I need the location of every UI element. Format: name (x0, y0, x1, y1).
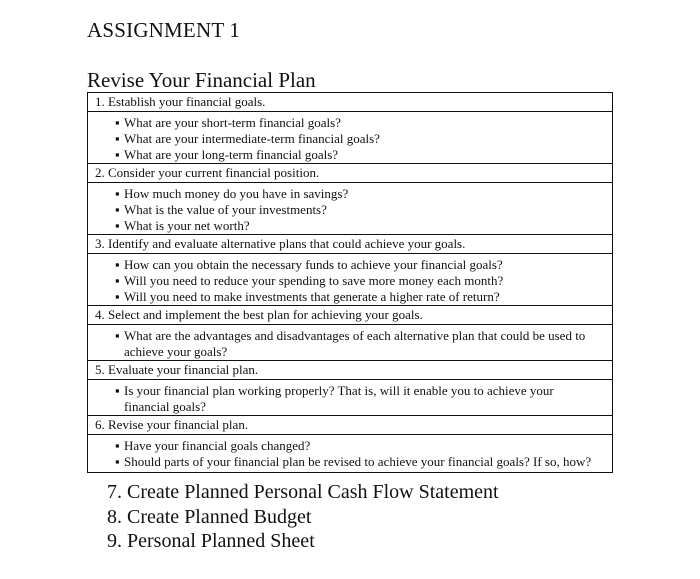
step-5-questions (88, 380, 612, 416)
task-item-8: 8. Create Planned Budget (107, 505, 312, 528)
bullet-icon: ▪ (115, 328, 120, 343)
question-item: ▪ What are your long-term financial goals? (115, 147, 339, 162)
step-row-1: 1. Establish your financial goals. (88, 93, 612, 112)
question-item: ▪ Will you need to reduce your spending to save more money each month? (115, 273, 504, 288)
bullet-icon: ▪ (115, 202, 120, 217)
assignment-title: ASSIGNMENT 1 (87, 18, 241, 42)
bullet-icon: ▪ (115, 438, 120, 453)
bullet-icon: ▪ (115, 257, 120, 272)
step-row-4: 4. Select and implement the best plan for achieving your goals. (88, 306, 612, 325)
bullet-icon: ▪ (115, 147, 120, 162)
step-row-6: 6. Revise your financial plan. (88, 416, 612, 435)
question-item: ▪ Have your financial goals changed? (115, 438, 311, 453)
step-3-questions (88, 254, 612, 306)
question-item: ▪ What is the value of your investments? (115, 202, 327, 217)
bullet-icon: ▪ (115, 131, 120, 146)
question-item: ▪ Will you need to make investments that generate a higher rate of return? (115, 289, 500, 304)
financial-plan-table (87, 92, 613, 473)
task-item-9: 9. Personal Planned Sheet (107, 530, 315, 552)
step-4-questions (88, 325, 612, 361)
bullet-icon: ▪ (115, 454, 120, 469)
task-list (107, 480, 499, 554)
step-1-questions (88, 112, 612, 164)
bullet-icon: ▪ (115, 383, 120, 398)
question-item: ▪ Is your financial plan working properly? That is, will it enable you to achieve your financial goals? (115, 383, 554, 414)
question-item: ▪ How can you obtain the necessary funds to achieve your financial goals? (115, 257, 503, 272)
step-2-questions (88, 183, 612, 235)
step-6-questions (88, 435, 612, 472)
question-item: ▪ What are the advantages and disadvantages of each alternative plan that could be used to achieve your goals? (115, 328, 586, 359)
question-item: ▪ What are your short-term financial goals? (115, 115, 341, 130)
question-item: ▪ Should parts of your financial plan be revised to achieve your financial goals? If so, how? (115, 454, 592, 469)
question-item: ▪ How much money do you have in savings? (115, 186, 349, 201)
step-row-3: 3. Identify and evaluate alternative plans that could achieve your goals. (88, 235, 612, 254)
section-title: Revise Your Financial Plan (87, 68, 316, 92)
step-row-5: 5. Evaluate your financial plan. (88, 361, 612, 380)
question-item: ▪ What is your net worth? (115, 218, 250, 233)
bullet-icon: ▪ (115, 186, 120, 201)
question-item: ▪ What are your intermediate-term financial goals? (115, 131, 380, 146)
bullet-icon: ▪ (115, 273, 120, 288)
step-row-2: 2. Consider your current financial position. (88, 164, 612, 183)
bullet-icon: ▪ (115, 115, 120, 130)
bullet-icon: ▪ (115, 289, 120, 304)
bullet-icon: ▪ (115, 218, 120, 233)
task-item-7: 7. Create Planned Personal Cash Flow Statement (107, 481, 499, 503)
